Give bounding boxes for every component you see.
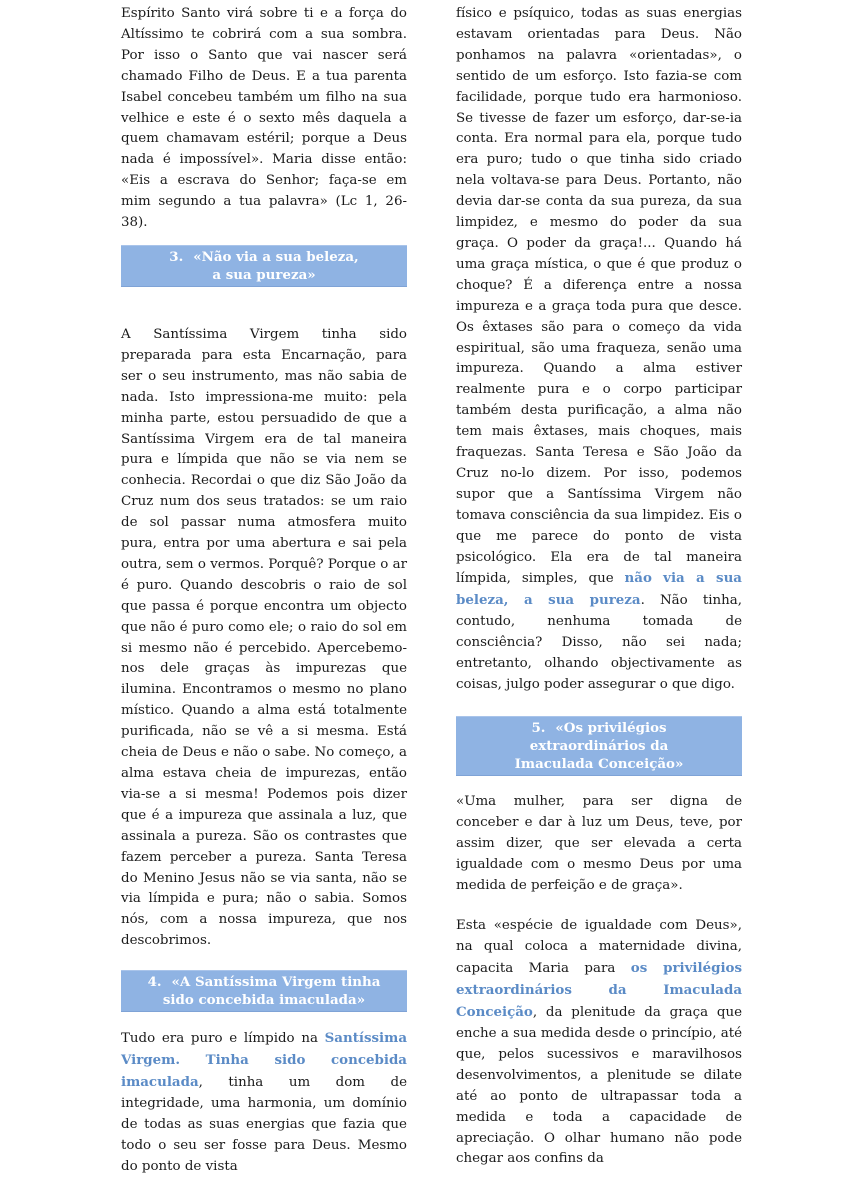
text-segment: , tinha um dom de integridade, uma harmonia, um domínio de todas as suas energias que fazia que todo o seu ser fosse para Deus. Mesmo do ponto de vista [121, 1074, 407, 1174]
section-heading-3 [121, 245, 407, 287]
heading-3-text-2: a sua pureza» [212, 266, 316, 283]
paragraph-intro [121, 4, 407, 234]
heading-5-line-1 [464, 719, 734, 737]
heading-4-number: 4. [147, 974, 162, 991]
heading-3-text-1: «Não via a sua beleza, [193, 248, 359, 265]
text-segment: Espírito Santo virá sobre ti e a força do Altíssimo te cobrirá com a sua sombra. Por isso o Santo que vai nascer será chamado Filho de Deus. E a tua parenta Isabel concebeu também um filho na sua velhice e este é o sexto mês daquela a quem chamavam estéril; porque a Deus nada é impossível». Maria disse então: «Eis a escrava do Senhor; faça-se em mim segundo a tua palavra» (Lc 1, 26-38). [121, 6, 407, 231]
text-segment: , da plenitude da graça que enche a sua medida desde o princípio, até que, pelos sucessivos e maravilhosos desenvolvimentos, a plenitude se dilate até ao ponto de ultrapassar toda a medida e toda a capacidade de apreciação. O olhar humano não pode chegar aos confins da [456, 1005, 742, 1167]
paragraph-section-4 [121, 1028, 407, 1177]
paragraph-section-5-quote [456, 792, 742, 897]
text-segment: A Santíssima Virgem tinha sido preparada para esta Encarnação, para ser o seu instrumento, mas não sabia de nada. Isto impressiona-me muito: pela minha parte, estou persuadido de que a Santíssima Virgem era de tal maneira pura e límpida que não se via nem se conhecia. Recordai o que diz São João da Cruz num dos seus tratados: se um raio de sol passar numa atmosfera muito pura, entra por uma abertura e sai pela outra, sem o vermos. Porquê? Porque o ar é puro. Quando descobris o raio de sol que passa é porque encontra um objecto que não é puro como ele; o raio do sol em si mesmo não é percebido. Apercebemo-nos dele graças às impurezas que ilumina. Encontramos o mesmo no plano místico. Quando a alma está totalmente purificada, não se vê a si mesma. Está cheia de Deus e não o sabe. No começo, a alma estava cheia de impurezas, então via-se a si mesma! Podemos pois dizer que é a impureza que assinala a luz, que assinala a pureza. São os contrastes que fazem perceber a pureza. Santa Teresa do Menino Jesus não se via santa, não se via límpida e pura; não o sabia. Somos nós, com a nossa impureza, que nos descobrimos. [121, 326, 407, 949]
heading-5-text-2: extraordinários da [529, 737, 669, 754]
heading-4-text-2: sido concebida imaculada» [162, 992, 366, 1009]
heading-5-number: 5. [531, 719, 546, 736]
text-segment: Tudo era puro e límpido na [121, 1031, 325, 1047]
highlighted-text: não via a sua beleza, a sua pureza [456, 570, 742, 609]
heading-5-text-3: Imaculada Conceição» [514, 755, 684, 772]
paragraph-section-4-continued [456, 4, 742, 696]
paragraph-section-3 [121, 325, 407, 952]
heading-3-line-1 [129, 248, 399, 266]
paragraph-section-5 [456, 916, 742, 1170]
heading-5-text-1: «Os privilégios [555, 719, 667, 736]
text-segment: Esta «espécie de igualdade com Deus», na qual coloca a maternidade divina, capacita Maria para [456, 918, 742, 977]
highlighted-text: Santíssima Virgem. Tinha sido concebida imaculada [121, 1030, 407, 1090]
section-heading-5 [456, 716, 742, 776]
text-segment: . Não tinha, contudo, nenhuma tomada de consciência? Disso, não sei nada; entretanto, olhando objectivamente as coisas, julgo poder assegurar o que digo. [456, 593, 743, 692]
section-heading-4 [121, 970, 407, 1012]
heading-4-text-1: «A Santíssima Virgem tinha [171, 974, 381, 991]
left-column [121, 4, 407, 1178]
heading-3-number: 3. [169, 248, 184, 265]
text-segment: «Uma mulher, para ser digna de conceber e dar à luz um Deus, teve, por assim dizer, que ser elevada a certa igualdade com o mesmo Deus por uma medida de perfeição e de graça». [456, 793, 742, 893]
heading-4-line-1 [129, 973, 399, 991]
right-column [456, 4, 742, 1170]
text-segment: físico e psíquico, todas as suas energias estavam orientadas para Deus. Não ponhamos na palavra «orientadas», o sentido de um esforço. Isto fazia-se com facilidade, porque tudo era harmonioso. Se tivesse de fazer um esforço, dar-se-ia conta. Era normal para ela, porque tudo era puro; tudo o que tinha sido criado nela voltava-se para Deus. Portanto, não devia dar-se conta da sua pureza, da sua limpidez, e mesmo do poder da sua graça. O poder da graça!... Quando há uma graça mística, o que é que produz o choque? É a diferença entre a nossa impureza e a graça toda pura que desce. Os êxtases são para o começo da vida espiritual, são uma fraqueza, senão uma impureza. Quando a alma estiver realmente pura e o corpo participar também desta purificação, a alma não tem mais êxtases, mais choques, mais fraquezas. Santa Teresa e São João da Cruz no-lo dizem. Por isso, podemos supor que a Santíssima Virgem não tomava consciência da sua limpidez. Eis o que me parece do ponto de vista psicológico. Ela era de tal maneira límpida, simples, que [456, 6, 742, 587]
highlighted-text: os privilégios extraordinários da Imaculada Conceição [456, 960, 743, 1021]
